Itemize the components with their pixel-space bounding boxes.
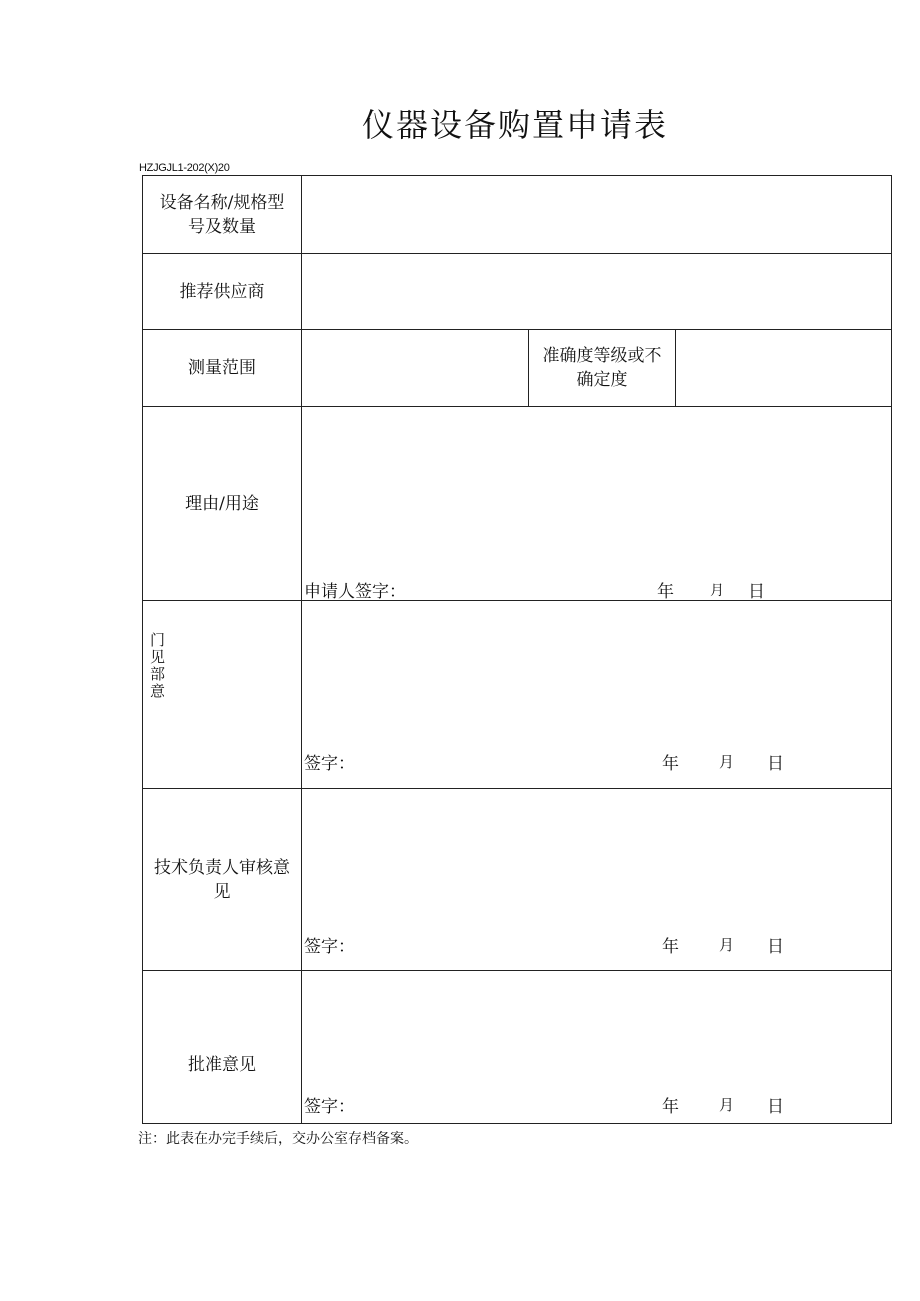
- technical-year-label: 年: [662, 937, 679, 957]
- equipment-label-line1: 设备名称/规格型: [159, 192, 285, 213]
- accuracy-label: [529, 330, 675, 406]
- department-label-char: 意: [150, 682, 166, 700]
- accuracy-label-line1: 准确度等级或不: [542, 346, 662, 366]
- department-label-char: 部: [150, 665, 166, 683]
- technical-label-line1: 技术负责人审核意: [154, 857, 290, 878]
- equipment-label: [143, 176, 301, 253]
- technical-signature-label: 签字：: [304, 937, 355, 957]
- approval-field[interactable]: [302, 971, 891, 1123]
- department-label-char: 门: [150, 631, 166, 649]
- accuracy-label-line2: 确定度: [576, 370, 628, 390]
- purpose-label: 理由/用途: [185, 493, 259, 514]
- applicant-signature-label: 申请人签字：: [304, 582, 406, 602]
- supplier-label: 推荐供应商: [179, 281, 265, 302]
- technical-label-line2: 见: [213, 881, 231, 902]
- approval-signature-label: 签字：: [304, 1097, 355, 1117]
- supplier-field[interactable]: [302, 254, 891, 329]
- purpose-year-label: 年: [657, 582, 674, 602]
- approval-label: 批准意见: [188, 1055, 256, 1075]
- technical-review-field[interactable]: [302, 789, 891, 970]
- approval-month-label: 月: [719, 1096, 735, 1114]
- department-signature-label: 签字：: [304, 754, 355, 774]
- purpose-month-label: 月: [710, 583, 724, 599]
- technical-month-label: 月: [719, 936, 735, 954]
- department-day-label: 日: [767, 754, 784, 774]
- range-label: 测量范围: [188, 358, 256, 378]
- approval-year-label: 年: [662, 1097, 679, 1117]
- purpose-field[interactable]: [302, 407, 891, 600]
- technical-day-label: 日: [767, 937, 784, 957]
- form-code: HZJGJL1-202(X)20: [139, 162, 230, 174]
- approval-day-label: 日: [767, 1097, 784, 1117]
- department-opinion-field[interactable]: [302, 601, 891, 788]
- form-title: 仪器设备购置申请表: [361, 106, 668, 144]
- equipment-field[interactable]: [302, 176, 891, 253]
- footnote: 注：此表在办完手续后，交办公室存档备案。: [138, 1131, 418, 1147]
- application-form-table: [142, 175, 892, 1124]
- department-label-char: 见: [150, 648, 166, 666]
- department-month-label: 月: [719, 753, 735, 771]
- equipment-label-line2: 号及数量: [188, 216, 256, 237]
- accuracy-field[interactable]: [676, 330, 891, 406]
- purpose-day-label: 日: [748, 582, 765, 602]
- department-year-label: 年: [662, 754, 679, 774]
- department-opinion-label: [150, 632, 168, 700]
- range-field[interactable]: [302, 330, 528, 406]
- technical-review-label: [143, 789, 301, 970]
